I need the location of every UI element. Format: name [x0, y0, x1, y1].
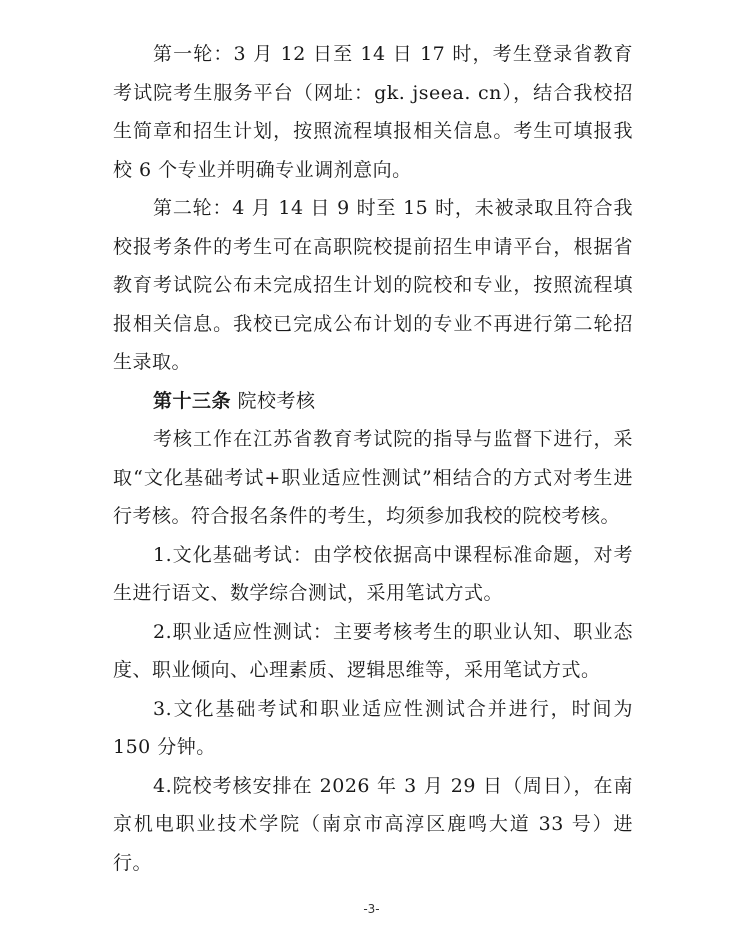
paragraph-item-vocational-test: 2.职业适应性测试：主要考核考生的职业认知、职业态度、职业倾向、心理素质、逻辑思维等，采用笔试方式。: [113, 620, 633, 681]
paragraph-item-schedule: 4.院校考核安排在 2026 年 3 月 29 日（周日），在南京机电职业技术学院（南京市高淳区鹿鸣大道 33 号）进行。: [113, 774, 633, 874]
paragraph-round-one: 第一轮：3 月 12 日至 14 日 17 时，考生登录省教育考试院考生服务平台（网址：gk. jseea. cn），结合我校招生简章和招生计划，按照流程填报相关信息。考生可填报我校 6 个专业并明确专业调剂意向。: [113, 43, 633, 181]
document-body: [113, 35, 633, 882]
article-heading: [113, 382, 633, 421]
paragraph-assessment-intro: 考核工作在江苏省教育考试院的指导与监督下进行，采取“文化基础考试+职业适应性测试”相结合的方式对考生进行考核。符合报名条件的考生，均须参加我校的院校考核。: [113, 428, 633, 527]
article-title: 院校考核: [231, 389, 316, 412]
paragraph-item-combined-duration: 3.文化基础考试和职业适应性测试合并进行，时间为 150 分钟。: [113, 697, 633, 758]
article-number: 第十三条: [153, 389, 232, 412]
paragraph-item-culture-exam: 1.文化基础考试：由学校依据高中课程标准命题，对考生进行语文、数学综合测试，采用笔试方式。: [113, 543, 633, 604]
paragraph-round-two: 第二轮：4 月 14 日 9 时至 15 时，未被录取且符合我校报考条件的考生可在高职院校提前招生申请平台，根据省教育考试院公布未完成招生计划的院校和专业，按照流程填报相关信息。我校已完成公布计划的专业不再进行第二轮招生录取。: [113, 197, 633, 373]
page-number: -3-: [363, 902, 380, 916]
